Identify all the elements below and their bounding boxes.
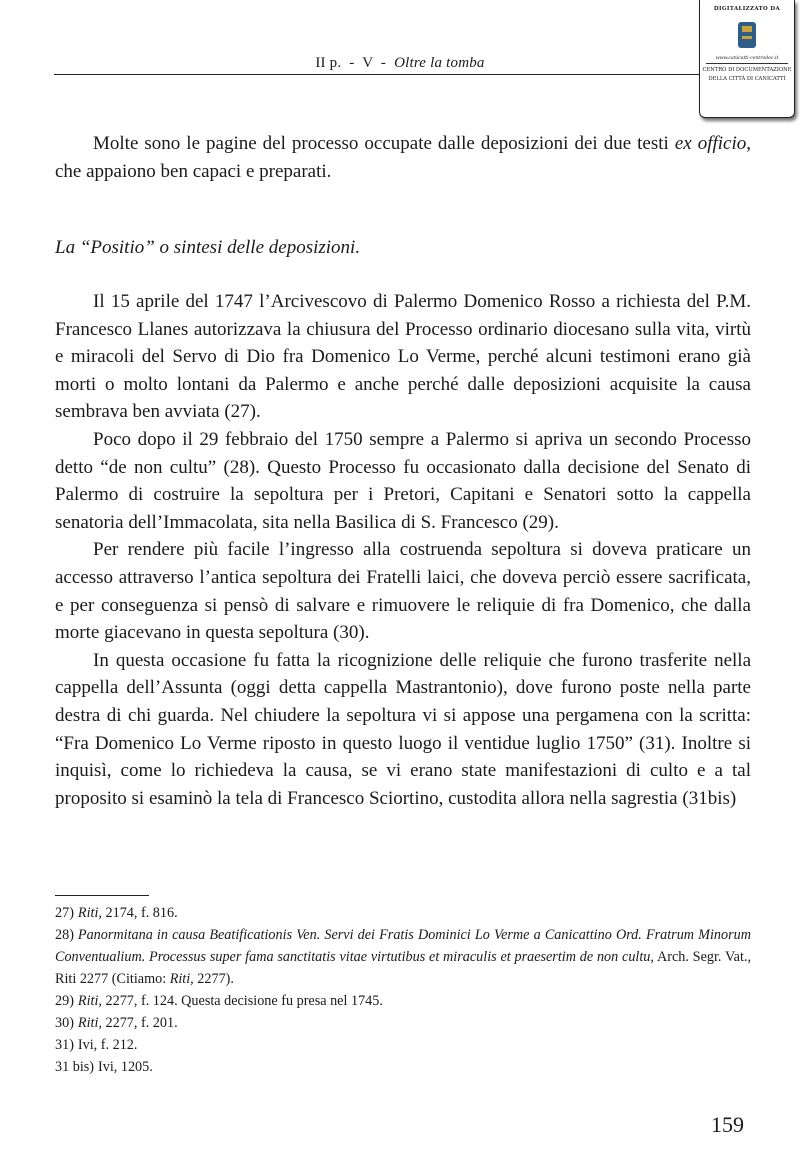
- header-chapter: V: [362, 55, 373, 71]
- footnote-28: 28) Panormitana in causa Beatificationis Ven. Servi dei Fratis Dominici Lo Verme a Canicattino Ord. Fratrum Minorum Conventualium. Processus super fama sanctitatis vitae virtutibus et miraculis et praesertim de non cultu, Arch. Segr. Vat., Riti 2277 (Citiamo: Riti, 2277).: [55, 927, 751, 987]
- body-paragraph: In questa occasione fu fatta la ricognizione delle reliquie che furono trasferite nella cappella dell’Assunta (oggi detta cappella Mastrantonio), dove furono poste nella parte destra di chi guarda. Nel chiudere la sepoltura vi si appose una pergamena con la scritta: “Fra Domenico Lo Verme riposto in questo luogo il ventidue luglio 1750” (31). Inoltre si inquisì, come lo richiedeva la causa, se vi erano state manifestazioni di culto e a tal proposito si esaminò la tela di Francesco Sciortino, custodita allora nella sagrestia (31bis): [55, 649, 751, 809]
- body-paragraph: Poco dopo il 29 febbraio del 1750 sempre a Palermo si apriva un secondo Processo detto “de non cultu” (28). Questo Processo fu occasionato dalla decisione del Senato di Palermo di costruire la sepoltura per i Pretori, Capitani e Senatori sotto la cappella senatoria dell’Immacolata, sita nella Basilica di S. Francesco (29).: [55, 428, 751, 533]
- footnote-31bis: 31 bis) Ivi, 1205.: [55, 1059, 153, 1075]
- badge-url: www.canicatti-centrodoc.it: [706, 56, 788, 64]
- footnote-30: 30) Riti, 2277, f. 201.: [55, 1015, 178, 1031]
- footnote-31: 31) Ivi, f. 212.: [55, 1037, 138, 1053]
- city-crest-icon: [730, 20, 764, 50]
- footnote-27: 27) Riti, 2174, f. 816.: [55, 905, 178, 921]
- header-title: Oltre la tomba: [394, 55, 485, 71]
- intro-paragraph: Molte sono le pagine del processo occupate dalle deposizioni dei due testi ex officio, che appaiono ben capaci e preparati.: [55, 133, 752, 182]
- badge-top-text: DIGITALIZZATO DA: [713, 6, 781, 12]
- footnote-rule: [55, 895, 149, 896]
- body-text: [55, 288, 751, 812]
- badge-line-1: CENTRO DI DOCUMENTAZIONE: [702, 67, 792, 73]
- running-head: II p. - V - Oltre la tomba: [315, 55, 485, 71]
- badge-line-2: DELLA CITTÀ DI CANICATTÌ: [708, 76, 786, 82]
- footnotes: [55, 902, 751, 1078]
- footnote-29: 29) Riti, 2277, f. 124. Questa decisione fu presa nel 1745.: [55, 993, 383, 1009]
- header-rule: [54, 74, 749, 75]
- body-paragraph: Per rendere più facile l’ingresso alla costruenda sepoltura si doveva praticare un accesso attraverso l’antica sepoltura dei Fratelli laici, che doveva perciò essere sacrificata, e per conseguenza si pensò di salvare e rimuovere le reliquie di fra Domenico, che dalla morte giacevano in questa sepoltura (30).: [55, 539, 751, 644]
- page-number: 159: [711, 1112, 744, 1137]
- section-title: La “Positio” o sintesi delle deposizioni.: [55, 237, 361, 258]
- digitization-badge: [699, 0, 795, 118]
- body-paragraph: Il 15 aprile del 1747 l’Arcivescovo di Palermo Domenico Rosso a richiesta del P.M. Francesco Llanes autorizzava la chiusura del Processo ordinario diocesano sulla vita, virtù e miracoli del Servo di Dio fra Domenico Lo Verme, perché alcuni testimoni erano già morti o molto lontani da Palermo e anche perché dalle deposizioni acquisite la causa sembrava ben avviata (27).: [55, 291, 751, 423]
- header-part: II p.: [315, 55, 342, 71]
